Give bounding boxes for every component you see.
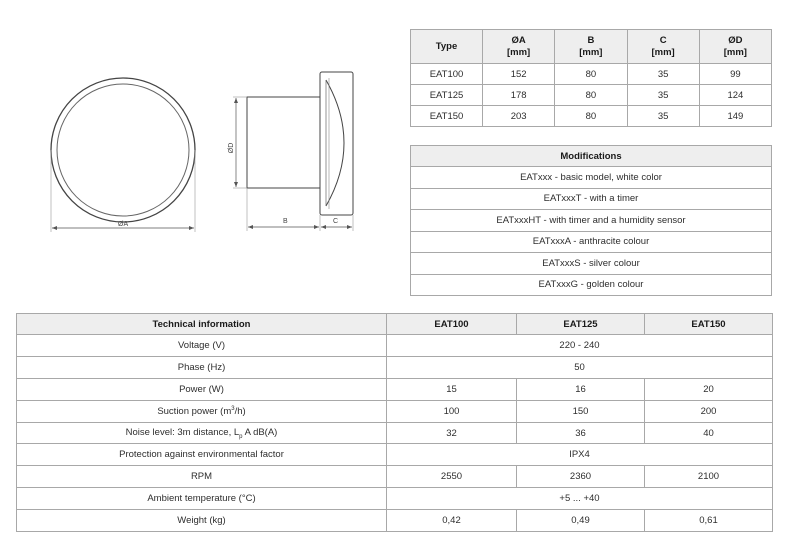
table-row — [17, 378, 773, 400]
modifications-title: Modifications — [411, 146, 772, 167]
suction-label-superscript: 3 — [231, 405, 235, 412]
table-row — [411, 106, 772, 127]
header-technical-information: Technical information — [17, 314, 387, 335]
header-eat100: EAT100 — [387, 314, 517, 335]
noise-label-text: Noise level: 3m distance, L — [125, 426, 240, 438]
table-row — [17, 400, 773, 422]
front-view — [51, 78, 195, 232]
table-row — [17, 335, 773, 357]
protection-value: IPX4 — [387, 444, 773, 466]
suction-label-unit: /h) — [234, 405, 246, 417]
table-row — [17, 488, 773, 510]
table-row — [17, 444, 773, 466]
technical-header-row — [17, 314, 773, 335]
dimension-label-a: ØA — [118, 221, 129, 228]
a-cell: 203 — [483, 106, 555, 127]
type-cell: EAT125 — [411, 85, 483, 106]
noise-eat150: 40 — [645, 422, 773, 444]
protection-label: Protection against environmental factor — [17, 444, 387, 466]
weight-eat125: 0,49 — [517, 510, 645, 532]
a-cell: 178 — [483, 85, 555, 106]
fan-technical-drawing — [0, 0, 400, 300]
power-eat100: 15 — [387, 378, 517, 400]
suction-eat125: 150 — [517, 400, 645, 422]
phase-value: 50 — [387, 356, 773, 378]
suction-eat150: 200 — [645, 400, 773, 422]
ambient-temperature-value: +5 ... +40 — [387, 488, 773, 510]
voltage-value: 220 - 240 — [387, 335, 773, 357]
modifications-table — [410, 145, 772, 296]
weight-label: Weight (kg) — [17, 510, 387, 532]
d-cell: 149 — [699, 106, 771, 127]
d-cell: 99 — [699, 64, 771, 85]
b-cell: 80 — [555, 85, 627, 106]
side-view — [233, 72, 353, 231]
noise-eat125: 36 — [517, 422, 645, 444]
header-c: C [mm] — [627, 30, 699, 64]
modification-item: EATxxxS - silver colour — [411, 253, 772, 275]
dimension-label-b: B — [283, 218, 288, 225]
header-diameter-a: ØA [mm] — [483, 30, 555, 64]
suction-power-label — [17, 400, 387, 422]
header-type: Type — [411, 30, 483, 64]
suction-eat100: 100 — [387, 400, 517, 422]
noise-label-unit: A dB(A) — [242, 426, 278, 438]
technical-information-table — [16, 313, 773, 532]
power-eat150: 20 — [645, 378, 773, 400]
a-cell: 152 — [483, 64, 555, 85]
rpm-eat100: 2550 — [387, 466, 517, 488]
dimensions-table — [410, 29, 772, 127]
weight-eat150: 0,61 — [645, 510, 773, 532]
rpm-eat125: 2360 — [517, 466, 645, 488]
fan-drawing-svg — [0, 0, 400, 300]
noise-label-subscript: p — [239, 433, 243, 440]
modification-item: EATxxxT - with a timer — [411, 188, 772, 210]
suction-label-text: Suction power (m — [157, 405, 232, 417]
dimension-label-d: ØD — [228, 142, 235, 154]
c-cell: 35 — [627, 106, 699, 127]
modification-item: EATxxxHT - with timer and a humidity sensor — [411, 210, 772, 232]
dimension-label-c: C — [333, 218, 339, 225]
power-eat125: 16 — [517, 378, 645, 400]
c-cell: 35 — [627, 85, 699, 106]
type-cell: EAT100 — [411, 64, 483, 85]
table-row — [17, 356, 773, 378]
rpm-label: RPM — [17, 466, 387, 488]
voltage-label: Voltage (V) — [17, 335, 387, 357]
header-eat125: EAT125 — [517, 314, 645, 335]
d-cell: 124 — [699, 85, 771, 106]
dimensions-header-row — [411, 30, 772, 64]
modification-item: EATxxxA - anthracite colour — [411, 231, 772, 253]
table-row — [411, 85, 772, 106]
b-cell: 80 — [555, 106, 627, 127]
rpm-eat150: 2100 — [645, 466, 773, 488]
c-cell: 35 — [627, 64, 699, 85]
power-label: Power (W) — [17, 378, 387, 400]
type-cell: EAT150 — [411, 106, 483, 127]
table-row — [17, 466, 773, 488]
noise-level-label — [17, 422, 387, 444]
phase-label: Phase (Hz) — [17, 356, 387, 378]
header-b: B [mm] — [555, 30, 627, 64]
header-diameter-d: ØD [mm] — [699, 30, 771, 64]
ambient-temperature-label: Ambient temperature (°C) — [17, 488, 387, 510]
table-row — [17, 422, 773, 444]
weight-eat100: 0,42 — [387, 510, 517, 532]
b-cell: 80 — [555, 64, 627, 85]
table-row — [17, 510, 773, 532]
modification-item: EATxxx - basic model, white color — [411, 167, 772, 189]
modification-item: EATxxxG - golden colour — [411, 274, 772, 296]
noise-eat100: 32 — [387, 422, 517, 444]
header-eat150: EAT150 — [645, 314, 773, 335]
table-row — [411, 64, 772, 85]
